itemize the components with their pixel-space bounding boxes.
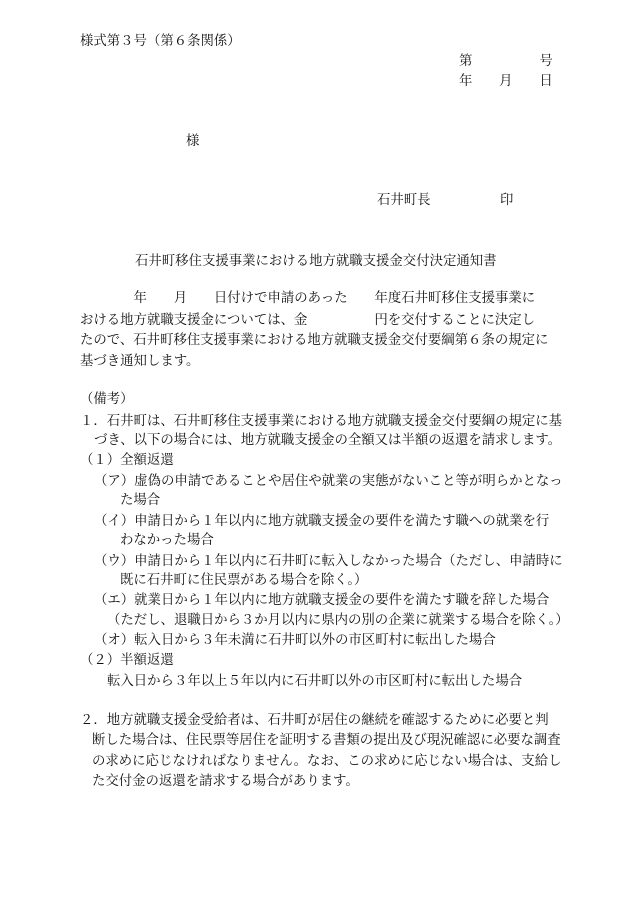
refund-case-a-cont: た場合 bbox=[120, 493, 161, 508]
full-refund-heading: （１）全額返還 bbox=[80, 453, 174, 468]
clause-line: た交付金の返還を請求する場合があります。 bbox=[92, 774, 359, 789]
document-number: 第 号 bbox=[459, 54, 553, 69]
body-line: 基づき通知します。 bbox=[80, 354, 200, 369]
refund-case-u: （ウ）申請日から１年以内に石井町に転入しなかった場合（ただし、申請時に bbox=[94, 554, 563, 569]
recipient-honorific: 様 bbox=[186, 134, 200, 149]
body-line: おける地方就職支援金については、金 円を交付することに決定し bbox=[80, 313, 536, 328]
refund-case-u-cont: 既に石井町に住民票がある場合を除く。） bbox=[120, 573, 368, 588]
issue-date: 年 月 日 bbox=[459, 74, 553, 89]
refund-case-a: （ア）虚偽の申請であることや居住や就業の実態がないこと等が明らかとなっ bbox=[94, 474, 563, 489]
seal-mark: 印 bbox=[500, 193, 514, 208]
refund-case-e-cont: （ただし、退職日から３か月以内に県内の別の企業に就業する場合を除く。） bbox=[107, 613, 569, 628]
refund-case-i: （イ）申請日から１年以内に地方就職支援金の要件を満たす職への就業を行 bbox=[94, 514, 550, 529]
refund-case-i-cont: わなかった場合 bbox=[120, 533, 214, 548]
form-label: 様式第３号（第６条関係） bbox=[80, 34, 241, 49]
body-line: たので、石井町移住支援事業における地方就職支援金交付要綱第６条の規定に bbox=[80, 333, 549, 348]
issuer-title: 石井町長 bbox=[377, 193, 431, 208]
clause-line: づき、以下の場合には、地方就職支援金の全額又は半額の返還を請求します。 bbox=[94, 433, 562, 448]
clause-line: １．石井町は、石井町移住支援事業における地方就職支援金交付要綱の規定に基 bbox=[80, 414, 563, 429]
clause-line: ２．地方就職支援金受給者は、石井町が居住の継続を確認するために必要と判 bbox=[80, 713, 549, 728]
refund-case-o: （オ）転入日から３年未満に石井町以外の市区町村に転出した場合 bbox=[94, 633, 496, 648]
notes-heading: （備考） bbox=[80, 392, 134, 407]
half-refund-heading: （２）半額返還 bbox=[80, 653, 174, 668]
half-refund-case: 転入日から３年以上５年以内に石井町以外の市区町村に転出した場合 bbox=[107, 674, 523, 689]
document-title: 石井町移住支援事業における地方就職支援金交付決定通知書 bbox=[135, 254, 497, 269]
clause-line: 断した場合は、住民票等居住を証明する書類の提出及び現況確認に必要な調査 bbox=[92, 733, 561, 748]
body-line: 年 月 日付けで申請のあった 年度石井町移住支援事業に bbox=[80, 291, 536, 306]
refund-case-e: （エ）就業日から１年以内に地方就職支援金の要件を満たす職を辞した場合 bbox=[94, 593, 550, 608]
clause-line: の求めに応じなければなりません。なお、この求めに応じない場合は、支給し bbox=[92, 754, 562, 769]
